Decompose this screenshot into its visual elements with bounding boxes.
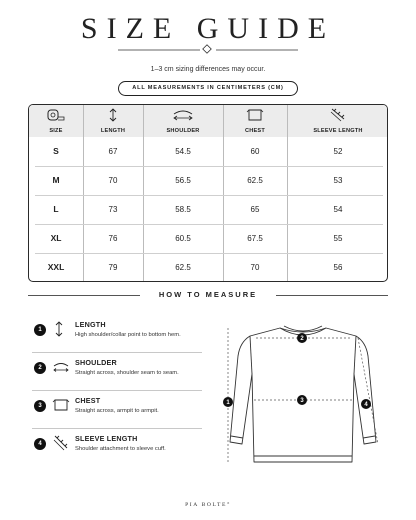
step-number: 2 xyxy=(34,362,46,374)
sizing-note: 1–3 cm sizing differences may occur. xyxy=(150,66,266,73)
measure-item-shoulder: 2 SHOULDER Straight across, shoulder seam to seam. xyxy=(30,358,220,388)
units-pill: ALL MEASUREMENTS IN CENTIMETERS (CM) xyxy=(118,81,298,96)
svg-text:1: 1 xyxy=(226,400,230,407)
header-length: LENGTH xyxy=(83,105,143,137)
shoulder-curve-icon xyxy=(172,108,194,122)
header-sleeve-length: SLEEVE LENGTH xyxy=(287,105,388,137)
step-number: 1 xyxy=(34,324,46,336)
sleeve-ruler-icon xyxy=(329,108,347,122)
measure-item-sleeve-length: 4 SLEEVE LENGTH Shoulder attachment to sleeve cuff. xyxy=(30,434,220,464)
header-size: SIZE xyxy=(29,105,83,137)
diagram-marker-1 xyxy=(223,397,233,407)
step-number: 4 xyxy=(34,438,46,450)
step-number: 3 xyxy=(34,400,46,412)
svg-text:4: 4 xyxy=(364,402,368,409)
vertical-arrow-icon xyxy=(52,320,66,338)
sleeve-ruler-icon xyxy=(52,434,70,452)
header-chest: CHEST xyxy=(223,105,287,137)
diagram-marker-3 xyxy=(297,395,307,405)
chest-box-icon xyxy=(52,396,70,414)
shoulder-curve-icon xyxy=(52,358,70,376)
header-shoulder: SHOULDER xyxy=(143,105,223,137)
long-sleeve-shirt-outline xyxy=(230,326,376,462)
how-to-measure-heading: HOW TO MEASURE xyxy=(28,288,388,302)
brand-footer: PIA BOLTE° xyxy=(185,502,231,508)
measure-item-chest: 3 CHEST Straight across, armpit to armpit. xyxy=(30,396,220,426)
diagram-marker-2 xyxy=(297,333,307,343)
measure-item-length: 1 LENGTH High shoulder/collar point to bottom hem. xyxy=(30,320,220,350)
chest-box-icon xyxy=(246,108,264,122)
vertical-arrow-icon xyxy=(108,108,118,122)
svg-text:3: 3 xyxy=(300,398,304,405)
diagram-marker-4 xyxy=(361,399,371,409)
page-title: SIZE GUIDE xyxy=(80,12,336,45)
shirt-measurement-diagram xyxy=(218,322,388,470)
title-divider-ornament xyxy=(118,43,298,57)
svg-text:2: 2 xyxy=(300,336,304,343)
tape-measure-icon xyxy=(47,108,65,122)
size-table: SIZE LENGTH SHOULDER CHEST SLEEVE LENGTH S 67 54.5 60 52 M 70 56.5 62.5 53 L 73 58.5 65 54 XL 76 60.5 67.5 55 XXL 79 62.5 70 56 xyxy=(28,104,388,282)
